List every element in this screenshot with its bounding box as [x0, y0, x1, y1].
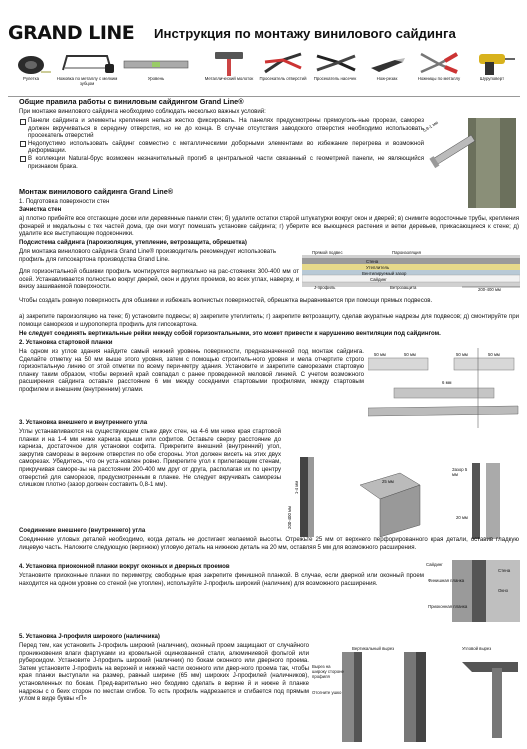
- fig4-label: Приоконная планка: [428, 604, 468, 609]
- fig2-label: 50 мм: [374, 352, 386, 357]
- tool-label: Просекатель насечек: [313, 76, 357, 81]
- fig3-label: 200-400 мм: [286, 506, 292, 529]
- fig1-label: Сайдинг: [370, 277, 387, 282]
- general-heading: Общие правила работы с виниловым сайдингом Grand Line®: [19, 97, 244, 106]
- section1-text: а) плотно прибейте все отстающие доски или деревянные панели стен; б) удалите остатки старой штукатурки вокруг окон и дверей; в) снимите водосточные трубы, крепления фонарей и медальоны с тех частей дома, где они могут помешать установке сайдинга; г) уберите все выющиеся растения и ветки деревьев, прикасающиеся к стене; д) удалите все выступающие подоконники.: [19, 215, 519, 238]
- general-rules-list: [19, 117, 424, 170]
- fig4-label: Сайдинг: [426, 562, 443, 567]
- starter-strip-diagram: [368, 348, 520, 430]
- section3-title: 3. Установка внешнего и внутреннего угла: [19, 419, 148, 426]
- fig3-label: 25 мм: [382, 479, 394, 484]
- section1-text4: Чтобы создать ровную поверхность для обшивки и избежать волнистых поверхностей, обрешетка выравнивается при помощи прямых подвесов.: [19, 297, 433, 304]
- fig5-label: Угловой вырез: [462, 646, 492, 651]
- tool-item: [256, 50, 310, 82]
- tool-item: [412, 50, 466, 82]
- fig4-label: Финишная планка: [428, 578, 465, 583]
- tool-item: [464, 50, 520, 82]
- fig4-label: Окно: [498, 588, 508, 593]
- section1-text3: Для горизонтальной обшивки профиль монтируется вертикально на рас-стояниях 300-400 мм от осей. Устанавливается полностью вокруг дверей, окон и других проемов, во всех углах, наверху, и внизу зашиваемой поверхности.: [19, 268, 299, 291]
- section4-text: Установите приоконные планки по периметру, свободные края закрепите финишной планкой. В случае, если дверной или оконный проем находится на одном уровне со стеной (не утоплен), используйте J-профиль широкий (наличник) для возможного расширения.: [19, 572, 424, 587]
- tape-measure-icon: [11, 50, 51, 76]
- section1-text2: Для монтажа винилового сайдинга Grand Line® производитель рекомендует использовать профиль для гипсокартона производства Grand Line.: [19, 248, 276, 263]
- fig1-label: Прямой подвес: [312, 250, 343, 255]
- fig1-label: Вентилируемый зазор: [362, 271, 407, 276]
- section1-subtitle: Зачистка стен: [19, 206, 62, 213]
- j-channel-figure: [312, 642, 520, 744]
- tin-snips-icon: [417, 50, 461, 76]
- section1-subtitle2: Подсистема сайдинга (пароизоляция, утепление, ветрозащита, обрешетка): [19, 239, 247, 246]
- tools-row: [4, 50, 523, 96]
- section5-text: Перед тем, как установить J-профиль широкий (наличник), оконный проем защищают от случайного проникновения влаги фартуками из кровельной оцинкованной стали, алюминиевой фольгой или рубероидом. Установите J-профиль широкий (наличник) по бокам оконного или дверного проема. Затем установите J-профиль на верхней и нижней части оконного или двер-ного проема так, чтобы края планки выступали на размер, равный ширине (65 мм) широких J-профилей (наличников), установленных по бокам. Пред-варительно нео бходимо сделать в верхне й и нижне й планке надрезы с о беих сторон по местам сгибов. То есть профиль надрезается и сгибается под прямым углом в виде буквы «П»: [19, 642, 309, 703]
- tool-label: Нож-резак: [376, 76, 398, 81]
- screwdriver-icon: [469, 50, 515, 76]
- section5-title: 5. Установка J-профиля широкого (наличника): [19, 633, 160, 640]
- tool-label: Ножницы по металлу: [417, 76, 461, 81]
- fig1-label: J-профиль: [314, 285, 336, 290]
- tool-item: [4, 50, 58, 82]
- hammer-icon: [207, 50, 251, 76]
- section1-title: 1. Подготовка поверхности стен: [19, 198, 110, 205]
- fig3-label: 1-4 мм: [294, 480, 300, 495]
- fig5-label: Отогните ушко: [312, 690, 342, 695]
- tool-label: Шуруповерт: [479, 76, 505, 81]
- section1-text5: а) закрепите пароизоляцию на тене; б) установите подвесы; в) закрепите утеплитель; г) закрепите ветрозащиту, сделав акуратные надрезы для подвесов; д) смонтируйте при помощи саморезов и шуропоперта профиль для гипсокартона.: [19, 313, 519, 328]
- tool-item: [202, 50, 256, 82]
- fig5-label: Вертикальный вырез: [352, 646, 395, 651]
- tool-item: [56, 50, 118, 87]
- section2-title: 2. Установка стартовой планки: [19, 339, 113, 346]
- section3-text2: Соединение угловых деталей необходимо, когда деталь не достигает желаемой высоты. Отрежьте 25 мм от верхнего перфорированного края детали, оставив гладкую лицевую часть. Наложите следующую (верхнюю) угловую деталь на нижнюю деталь на 20 мм, оставляя 5 мм для возможного расширения.: [19, 536, 519, 551]
- subsystem-figure: [302, 250, 520, 292]
- fig1-label: Ветрозащита: [390, 285, 417, 290]
- tool-label: Металлический молоток: [204, 76, 254, 81]
- section2-text: На одном из углов здания найдите самый нижний уровень поверхности, предназначенной под монтаж сайдинга. Сделайте отметку на 50 мм выше этого уровня, затем с помощью строитель-ного уровня и мела отчертите строго горизонтальную линию от этой отметки по всему пери-метру здания. Установите и закрепите саморезами стартовую планку таким образом, чтобы верхний край совпадал с ранее проведенной меловой линией. С учетом возможного расширения сайдинга оставьте расстояние 6 мм между соседними стартовыми профилями, между стартовым профилем и внешним (внутренним) углами.: [19, 348, 364, 393]
- corner-diagram: [290, 455, 520, 540]
- rule-item: В коллекции Natural-брус возможен незначительный прогиб в центральной части связанный с геометрией панели, не являющийся признаком брака.: [19, 155, 424, 170]
- tool-label: Рулетка: [22, 76, 39, 81]
- tool-label: Ножовка по металлу с мелким зубцом: [56, 76, 118, 86]
- fig1-label: Стена: [366, 259, 379, 264]
- fig3-label: Зазор 5 мм: [452, 467, 468, 477]
- fig2-label: 6 мм: [442, 380, 452, 385]
- fig1-label: Утеплитель: [366, 265, 390, 270]
- tool-label: Уровень: [147, 76, 165, 81]
- tool-label: Просекатель отверстий: [259, 76, 307, 81]
- rule-item: Панели сайдинга и элементы крепления нельзя жестко фиксировать. На панелях предусмотрены прямоуголь-ные прорези, саморез должен вкручиваться в середину отверстия, но не до конца. В случае отсутствия заводского отверстия необходимо использовать просекатель отверстий: [19, 117, 424, 140]
- fig1-label: Пароизоляция: [392, 250, 421, 255]
- gap-label: 0,8-1 мм: [421, 119, 439, 134]
- tool-item: [360, 50, 414, 82]
- fig1-label: 200-400 мм: [478, 287, 501, 292]
- hole-punch-icon: [261, 50, 305, 76]
- tool-item: [120, 50, 192, 82]
- fig2-label: 50 мм: [488, 352, 500, 357]
- screw-gap-figure: [418, 118, 520, 208]
- fig4-label: Стена: [498, 568, 511, 573]
- window-trim-figure: [426, 560, 520, 622]
- brand-logo: GRAND LINE: [8, 22, 135, 44]
- corner-figure: [286, 455, 520, 540]
- fig3-label: 20 мм: [456, 515, 468, 520]
- rule-item: Недопустимо использовать сайдинг совместно с металлическими доборными элементами во избежание перегрева и возможной деформации.: [19, 140, 424, 155]
- utility-knife-icon: [365, 50, 409, 76]
- tool-item: [308, 50, 362, 82]
- starter-strip-figure: [368, 348, 520, 430]
- page-title: Инструкция по монтажу винилового сайдинга: [154, 26, 456, 41]
- screw-gap-illustration: [418, 118, 520, 208]
- fig2-label: 50 мм: [404, 352, 416, 357]
- section1-warning: Не следует соединять вертикальные рейки между собой горизонтальными, это может привести к нарушению вентиляции под сайдингом.: [19, 330, 441, 337]
- section4-title: 4. Установка приоконной планки вокруг оконных и дверных проемов: [19, 563, 230, 570]
- fig5-label: Вырез на широку стороне профиля: [312, 664, 344, 679]
- j-channel-diagram: [312, 642, 520, 744]
- section3-text: Углы устанавливаются на существующем стыке двух стен, на 4-6 мм ниже края стартовой планки и на 1-4 мм ниже карниза крыши или софитов. Оставьте сверху расстояние до карниза, достаточное для установки софита. Прикрепите внешний (внутренний) угол, закрутив саморезы в верхние отверстия по обе стороны. Угол должен висеть на этих двух саморезах. Убедитесь, что он уста-новлен ровно. Прикрепите угол к прилегающим стенам, прикручивая саморе-зы на расстоянии 200-400 мм друг от друга, располагая их по центру отверстий для саморезов, предусмотренным в планке. Не следует вкручивать саморезы слишком плотно (зазор должен составить 0,8-1 мм).: [19, 428, 281, 489]
- section3-subtitle: Соединение внешнего (внутреннего) угла: [19, 527, 146, 534]
- general-intro: При монтаже винилового сайдинга необходимо соблюдать несколько важных условий:: [19, 108, 266, 115]
- hacksaw-icon: [59, 50, 115, 76]
- mount-heading: Монтаж винилового сайдинга Grand Line®: [19, 187, 174, 196]
- notch-punch-icon: [313, 50, 357, 76]
- level-icon: [122, 50, 190, 76]
- fig2-label: 50 мм: [456, 352, 468, 357]
